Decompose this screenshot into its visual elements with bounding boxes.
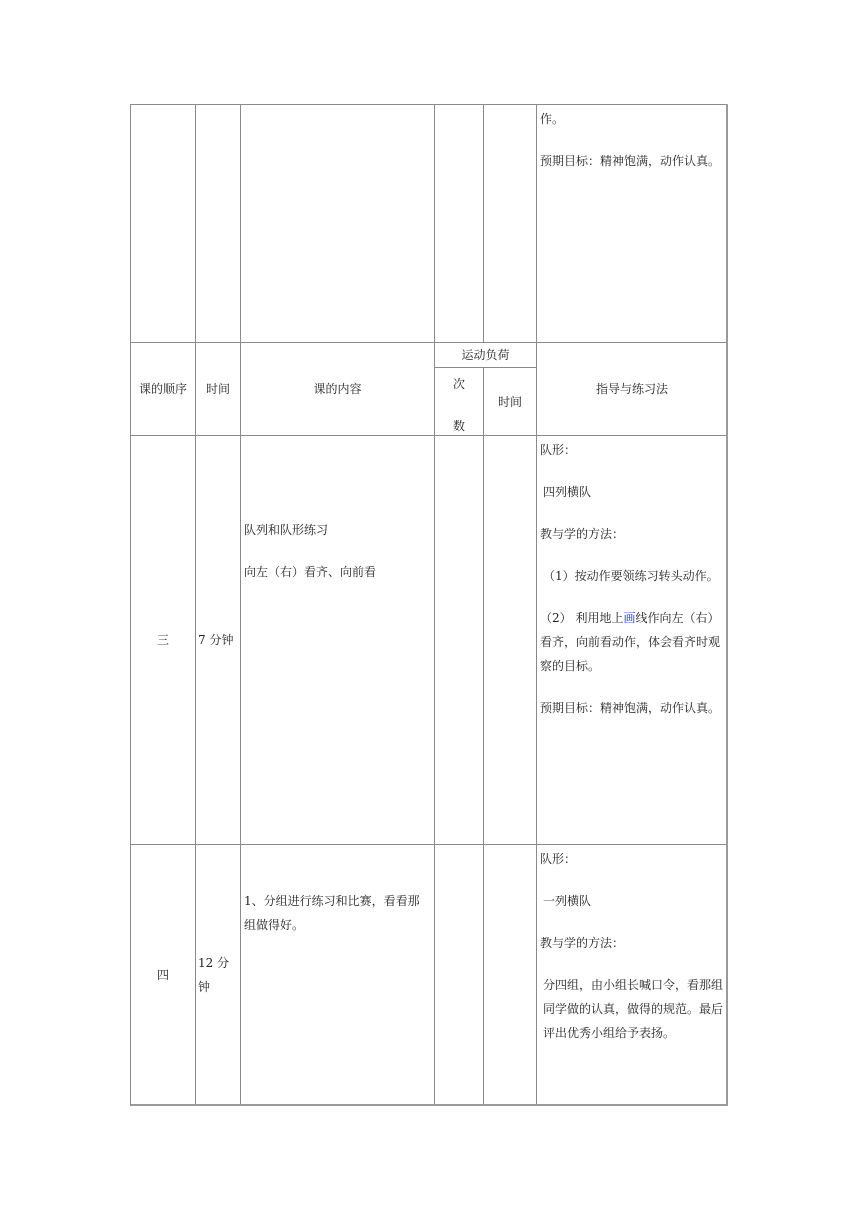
row-top-count-cell: [434, 104, 484, 343]
row4-guidance-cell: [536, 844, 728, 1106]
header-load-time: 时间: [497, 394, 522, 409]
guidance-line-1: 作。: [540, 112, 565, 126]
row4-formation-label: 队形：: [540, 852, 577, 866]
row3-time-cell: [195, 435, 241, 845]
row4-order-cell: [130, 844, 196, 1106]
row3-goal: 预期目标：精神饱满，动作认真。: [540, 701, 721, 715]
header-content: 课的内容: [313, 382, 362, 396]
header-load-cell: [434, 342, 537, 368]
header-load: 运动负荷: [461, 348, 510, 362]
row4-load-time-cell: [483, 844, 537, 1106]
row4-method: 分四组，由小组长喊口令，看那组同学做的认真，做得的规范。最后评出优秀小组给予表扬。: [543, 978, 724, 1040]
row-top-content-cell: [240, 104, 435, 343]
header-count-cell: [434, 367, 484, 436]
row4-content: 1、分组进行练习和比赛，看看那组做得好。: [244, 894, 420, 932]
header-content-cell: [240, 342, 435, 436]
header-order-cell: [130, 342, 196, 436]
row-top-load-time-cell: [483, 104, 537, 343]
row4-formation: 一列横队: [543, 894, 592, 908]
header-time: 时间: [205, 382, 230, 396]
header-guidance: 指导与练习法: [595, 382, 668, 396]
header-count-bottom: 数: [452, 419, 465, 433]
row4-method-label: 教与学的方法：: [540, 936, 625, 950]
row-top-time-cell: [195, 104, 241, 343]
row3-load-time-cell: [483, 435, 537, 845]
row3-method-label: 教与学的方法：: [540, 527, 625, 541]
row3-order: 三: [156, 633, 169, 647]
row3-step-2: [540, 606, 724, 678]
guidance-line-2: 预期目标：精神饱满，动作认真。: [540, 154, 721, 168]
row3-step-2-prefix: （2） 利用地上: [540, 611, 624, 625]
row3-content-cell: [240, 435, 435, 845]
header-order: 课的顺序: [138, 382, 187, 396]
header-guidance-cell: [536, 342, 728, 436]
header-time-cell: [195, 342, 241, 436]
row4-count-cell: [434, 844, 484, 1106]
row3-content-line-2: 向左（右）看齐、向前看: [244, 565, 377, 579]
row3-formation: 四列横队: [543, 485, 592, 499]
row3-step-1: （1）按动作要领练习转头动作。: [543, 569, 719, 583]
header-count-top: 次: [452, 377, 465, 391]
row3-content-line-1: 队列和队形练习: [244, 523, 329, 537]
row3-step-2-suffix: 线作向左（右）看齐，向前看动作，体会看齐时观察的目标。: [540, 611, 721, 673]
lesson-plan-table: [130, 104, 728, 1106]
row3-time: 7 分钟: [198, 633, 234, 647]
row3-formation-label: 队形：: [540, 443, 577, 457]
row4-content-cell: [240, 844, 435, 1106]
header-load-time-cell: [483, 367, 537, 436]
row3-step-2-highlight: 画: [623, 611, 636, 625]
row3-guidance-cell: [536, 435, 728, 845]
row4-time-cell: [195, 844, 241, 1106]
row-top-guidance-cell: [536, 104, 728, 343]
row3-order-cell: [130, 435, 196, 845]
row3-count-cell: [434, 435, 484, 845]
row4-time: 12 分钟: [198, 956, 230, 994]
row-top-order-cell: [130, 104, 196, 343]
row4-order: 四: [156, 968, 169, 982]
